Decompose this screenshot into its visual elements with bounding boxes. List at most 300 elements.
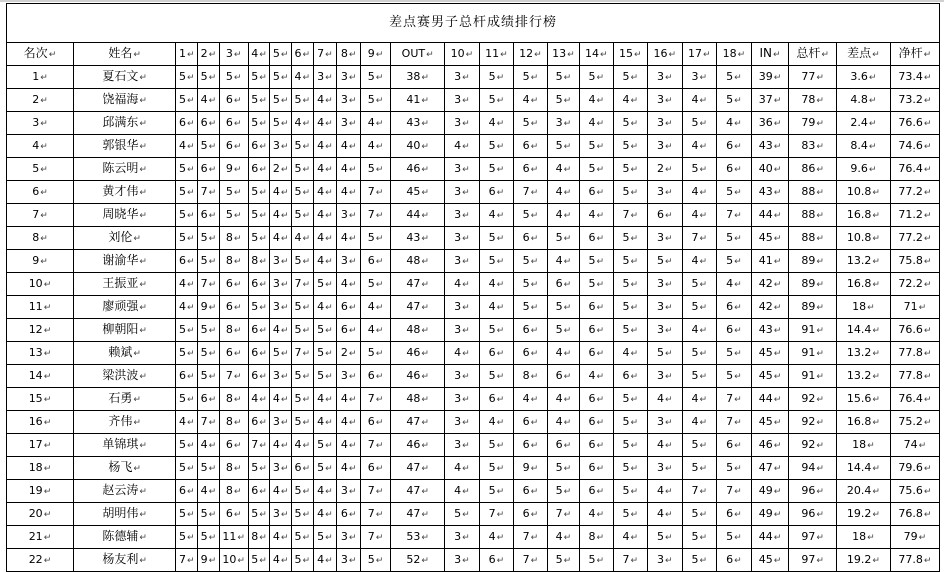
paragraph-mark: ↵ bbox=[462, 302, 470, 313]
paragraph-mark: ↵ bbox=[816, 164, 824, 175]
paragraph-mark: ↵ bbox=[280, 302, 289, 313]
score-cell bbox=[270, 342, 292, 365]
paragraph-mark: ↵ bbox=[734, 417, 742, 428]
score-cell-value: 2 bbox=[340, 345, 348, 359]
score-cell-value: 5 bbox=[691, 529, 699, 543]
handicap-cell-value: 13.2 bbox=[846, 253, 872, 267]
handicap-cell-value: 13.2 bbox=[846, 345, 872, 359]
paragraph-mark: ↵ bbox=[133, 234, 141, 244]
paragraph-mark: ↵ bbox=[43, 325, 52, 336]
paragraph-mark: ↵ bbox=[816, 371, 824, 382]
score-cell bbox=[360, 250, 390, 273]
column-header-value: 3 bbox=[225, 46, 233, 60]
paragraph-mark: ↵ bbox=[421, 256, 429, 267]
score-cell bbox=[291, 227, 313, 250]
score-cell-value: 4 bbox=[555, 391, 563, 405]
paragraph-mark: ↵ bbox=[872, 555, 880, 566]
out-total-cell bbox=[391, 181, 445, 204]
score-cell-value: 3 bbox=[657, 276, 665, 290]
paragraph-mark: ↵ bbox=[302, 417, 310, 428]
score-cell bbox=[682, 66, 717, 89]
score-cell-value: 4 bbox=[555, 207, 563, 221]
score-cell-value: 3 bbox=[555, 115, 563, 129]
score-cell-value: 6 bbox=[225, 138, 233, 152]
gross-total-cell bbox=[789, 135, 836, 158]
score-cell bbox=[717, 319, 752, 342]
score-cell bbox=[514, 342, 547, 365]
score-cell-value: 4 bbox=[340, 276, 348, 290]
paragraph-mark: ↵ bbox=[563, 72, 572, 83]
score-cell-value: 4 bbox=[317, 299, 325, 313]
paragraph-mark: ↵ bbox=[630, 325, 639, 336]
paragraph-mark: ↵ bbox=[734, 555, 742, 566]
score-cell-value: 5 bbox=[691, 115, 699, 129]
score-cell-value: 7 bbox=[200, 184, 208, 198]
paragraph-mark: ↵ bbox=[867, 440, 875, 451]
gross-total-cell bbox=[789, 342, 836, 365]
column-header bbox=[248, 43, 270, 66]
score-cell bbox=[291, 503, 313, 526]
paragraph-mark: ↵ bbox=[530, 325, 539, 336]
score-cell bbox=[291, 66, 313, 89]
score-cell-value: 8 bbox=[225, 230, 233, 244]
score-cell bbox=[291, 480, 313, 503]
paragraph-mark: ↵ bbox=[348, 256, 357, 267]
score-cell bbox=[291, 549, 313, 572]
paragraph-mark: ↵ bbox=[348, 164, 357, 175]
score-cell-value: 4 bbox=[657, 391, 665, 405]
gross-total-cell-value: 79 bbox=[801, 115, 816, 129]
paragraph-mark: ↵ bbox=[665, 95, 673, 106]
score-cell bbox=[291, 158, 313, 181]
paragraph-mark: ↵ bbox=[567, 49, 575, 60]
score-cell bbox=[613, 365, 648, 388]
in-total-cell-value: 43 bbox=[758, 184, 773, 198]
paragraph-mark: ↵ bbox=[208, 233, 217, 244]
paragraph-mark: ↵ bbox=[280, 486, 289, 497]
rank-cell-value: 12 bbox=[28, 322, 43, 336]
rank-cell-value: 11 bbox=[28, 299, 43, 313]
paragraph-mark: ↵ bbox=[630, 210, 639, 221]
score-cell-value: 5 bbox=[178, 161, 186, 175]
in-total-cell bbox=[751, 66, 789, 89]
paragraph-mark: ↵ bbox=[43, 371, 52, 382]
score-cell bbox=[580, 411, 613, 434]
score-cell bbox=[648, 457, 683, 480]
paragraph-mark: ↵ bbox=[918, 302, 927, 313]
paragraph-mark: ↵ bbox=[233, 118, 242, 129]
score-cell-value: 4 bbox=[294, 230, 302, 244]
player-name-cell-value: 赖斌 bbox=[108, 345, 133, 359]
score-cell-value: 5 bbox=[367, 552, 375, 566]
paragraph-mark: ↵ bbox=[302, 256, 310, 267]
score-cell bbox=[648, 89, 683, 112]
score-cell bbox=[313, 388, 337, 411]
paragraph-mark: ↵ bbox=[325, 279, 333, 290]
paragraph-mark: ↵ bbox=[375, 118, 384, 129]
score-cell bbox=[248, 319, 270, 342]
score-cell-value: 4 bbox=[294, 437, 302, 451]
score-cell bbox=[248, 388, 270, 411]
paragraph-mark: ↵ bbox=[734, 532, 742, 543]
score-cell bbox=[248, 181, 270, 204]
score-cell bbox=[270, 296, 292, 319]
paragraph-mark: ↵ bbox=[302, 279, 310, 290]
score-cell-value: 8 bbox=[225, 391, 233, 405]
paragraph-mark: ↵ bbox=[816, 348, 824, 359]
paragraph-mark: ↵ bbox=[421, 118, 429, 129]
score-cell bbox=[682, 112, 717, 135]
score-cell-value: 3 bbox=[454, 253, 462, 267]
score-cell bbox=[613, 66, 648, 89]
score-cell bbox=[337, 434, 361, 457]
paragraph-mark: ↵ bbox=[375, 532, 384, 543]
score-cell bbox=[648, 158, 683, 181]
score-cell-value: 5 bbox=[588, 69, 596, 83]
score-cell bbox=[360, 365, 390, 388]
handicap-cell bbox=[836, 66, 890, 89]
score-cell-value: 6 bbox=[251, 483, 259, 497]
player-name-cell bbox=[73, 342, 176, 365]
rank-cell bbox=[7, 480, 74, 503]
score-cell-value: 4 bbox=[691, 138, 699, 152]
rank-cell-value: 21 bbox=[28, 529, 43, 543]
score-cell-value: 5 bbox=[294, 184, 302, 198]
handicap-cell bbox=[836, 480, 890, 503]
score-cell bbox=[313, 319, 337, 342]
score-cell bbox=[613, 135, 648, 158]
score-cell bbox=[580, 135, 613, 158]
paragraph-mark: ↵ bbox=[630, 532, 639, 543]
score-cell bbox=[176, 480, 198, 503]
paragraph-mark: ↵ bbox=[563, 118, 572, 129]
paragraph-mark: ↵ bbox=[462, 210, 470, 221]
paragraph-mark: ↵ bbox=[186, 325, 195, 336]
net-score-cell bbox=[890, 457, 939, 480]
score-cell bbox=[514, 135, 547, 158]
paragraph-mark: ↵ bbox=[630, 279, 639, 290]
paragraph-mark: ↵ bbox=[563, 394, 572, 405]
paragraph-mark: ↵ bbox=[208, 371, 217, 382]
paragraph-mark: ↵ bbox=[868, 118, 877, 129]
paragraph-mark: ↵ bbox=[375, 348, 384, 359]
score-cell bbox=[613, 227, 648, 250]
score-cell-value: 6 bbox=[588, 230, 596, 244]
gross-total-cell-value: 94 bbox=[801, 460, 816, 474]
rank-cell-value: 18 bbox=[28, 460, 43, 474]
score-cell bbox=[270, 66, 292, 89]
score-cell-value: 3 bbox=[657, 414, 665, 428]
score-cell-value: 3 bbox=[340, 92, 348, 106]
paragraph-mark: ↵ bbox=[259, 49, 267, 60]
paragraph-mark: ↵ bbox=[872, 256, 880, 267]
paragraph-mark: ↵ bbox=[280, 118, 289, 129]
table-row bbox=[7, 411, 940, 434]
score-cell-value: 5 bbox=[488, 92, 496, 106]
out-total-cell bbox=[391, 227, 445, 250]
score-cell-value: 3 bbox=[454, 92, 462, 106]
paragraph-mark: ↵ bbox=[186, 141, 195, 152]
paragraph-mark: ↵ bbox=[563, 348, 572, 359]
score-cell bbox=[514, 273, 547, 296]
score-cell bbox=[479, 273, 514, 296]
paragraph-mark: ↵ bbox=[208, 210, 217, 221]
paragraph-mark: ↵ bbox=[259, 486, 267, 497]
score-cell bbox=[547, 434, 579, 457]
leaderboard-table bbox=[6, 3, 940, 572]
score-cell-value: 3 bbox=[657, 69, 665, 83]
handicap-cell-value: 9.6 bbox=[850, 161, 868, 175]
score-cell-value: 5 bbox=[657, 253, 665, 267]
out-total-cell-value: 52 bbox=[406, 552, 421, 566]
score-cell-value: 6 bbox=[251, 345, 259, 359]
score-cell bbox=[648, 434, 683, 457]
paragraph-mark: ↵ bbox=[139, 96, 147, 106]
score-cell-value: 5 bbox=[488, 460, 496, 474]
handicap-cell bbox=[836, 89, 890, 112]
paragraph-mark: ↵ bbox=[530, 210, 539, 221]
rank-cell-value: 1 bbox=[32, 69, 40, 83]
score-cell bbox=[445, 503, 480, 526]
score-cell bbox=[219, 135, 248, 158]
score-cell-value: 5 bbox=[555, 230, 563, 244]
score-cell bbox=[248, 411, 270, 434]
paragraph-mark: ↵ bbox=[186, 440, 195, 451]
score-cell bbox=[248, 250, 270, 273]
score-cell bbox=[682, 549, 717, 572]
score-cell-value: 4 bbox=[200, 92, 208, 106]
in-total-cell-value: 36 bbox=[758, 115, 773, 129]
score-cell bbox=[580, 457, 613, 480]
score-cell bbox=[360, 227, 390, 250]
score-cell bbox=[337, 296, 361, 319]
paragraph-mark: ↵ bbox=[923, 118, 932, 129]
score-cell-value: 4 bbox=[317, 483, 325, 497]
net-score-cell bbox=[890, 503, 939, 526]
score-cell-value: 3 bbox=[657, 368, 665, 382]
score-cell bbox=[248, 204, 270, 227]
score-cell bbox=[547, 457, 579, 480]
score-cell-value: 4 bbox=[178, 414, 186, 428]
score-cell-value: 3 bbox=[454, 69, 462, 83]
paragraph-mark: ↵ bbox=[630, 187, 639, 198]
score-cell-value: 3 bbox=[454, 414, 462, 428]
column-header-value: 12 bbox=[519, 46, 534, 60]
score-cell-value: 5 bbox=[225, 69, 233, 83]
score-cell-value: 5 bbox=[622, 322, 630, 336]
table-row bbox=[7, 319, 940, 342]
score-cell-value: 6 bbox=[726, 437, 734, 451]
paragraph-mark: ↵ bbox=[923, 325, 932, 336]
score-cell bbox=[547, 365, 579, 388]
gross-total-cell bbox=[789, 388, 836, 411]
score-cell bbox=[547, 273, 579, 296]
score-cell bbox=[547, 480, 579, 503]
paragraph-mark: ↵ bbox=[375, 256, 384, 267]
score-cell-value: 5 bbox=[691, 437, 699, 451]
paragraph-mark: ↵ bbox=[918, 440, 927, 451]
paragraph-mark: ↵ bbox=[302, 95, 310, 106]
out-total-cell-value: 38 bbox=[406, 69, 421, 83]
score-cell bbox=[648, 503, 683, 526]
player-name-cell-value: 黄才伟 bbox=[102, 184, 139, 198]
score-cell bbox=[445, 434, 480, 457]
score-cell-value: 4 bbox=[622, 92, 630, 106]
paragraph-mark: ↵ bbox=[816, 187, 824, 198]
score-cell bbox=[337, 457, 361, 480]
paragraph-mark: ↵ bbox=[816, 463, 824, 474]
paragraph-mark: ↵ bbox=[821, 50, 829, 60]
rank-cell bbox=[7, 503, 74, 526]
paragraph-mark: ↵ bbox=[325, 348, 333, 359]
score-cell bbox=[682, 296, 717, 319]
paragraph-mark: ↵ bbox=[462, 279, 470, 290]
paragraph-mark: ↵ bbox=[462, 256, 470, 267]
paragraph-mark: ↵ bbox=[530, 302, 539, 313]
score-cell bbox=[219, 89, 248, 112]
score-cell bbox=[445, 66, 480, 89]
score-cell-value: 6 bbox=[522, 437, 530, 451]
paragraph-mark: ↵ bbox=[237, 555, 245, 566]
score-cell bbox=[514, 319, 547, 342]
score-cell-value: 6 bbox=[488, 184, 496, 198]
paragraph-mark: ↵ bbox=[233, 509, 242, 520]
paragraph-mark: ↵ bbox=[325, 210, 333, 221]
score-cell-value: 3 bbox=[657, 322, 665, 336]
score-cell-value: 4 bbox=[454, 138, 462, 152]
paragraph-mark: ↵ bbox=[923, 371, 932, 382]
paragraph-mark: ↵ bbox=[630, 95, 639, 106]
score-cell-value: 8 bbox=[225, 460, 233, 474]
score-cell bbox=[580, 112, 613, 135]
score-cell-value: 5 bbox=[691, 552, 699, 566]
handicap-cell-value: 20.4 bbox=[846, 483, 872, 497]
paragraph-mark: ↵ bbox=[325, 486, 333, 497]
paragraph-mark: ↵ bbox=[280, 95, 289, 106]
paragraph-mark: ↵ bbox=[348, 95, 357, 106]
paragraph-mark: ↵ bbox=[630, 141, 639, 152]
score-cell bbox=[337, 388, 361, 411]
score-cell bbox=[198, 365, 220, 388]
score-cell bbox=[176, 296, 198, 319]
score-cell bbox=[176, 204, 198, 227]
in-total-cell-value: 37 bbox=[758, 92, 773, 106]
score-cell bbox=[176, 526, 198, 549]
paragraph-mark: ↵ bbox=[133, 464, 141, 474]
score-cell bbox=[198, 388, 220, 411]
score-cell bbox=[337, 89, 361, 112]
score-cell bbox=[717, 457, 752, 480]
player-name-cell-value: 饶福海 bbox=[102, 92, 139, 106]
paragraph-mark: ↵ bbox=[186, 164, 195, 175]
score-cell-value: 5 bbox=[200, 460, 208, 474]
score-cell bbox=[270, 181, 292, 204]
score-cell-value: 4 bbox=[340, 230, 348, 244]
score-cell bbox=[219, 365, 248, 388]
score-cell-value: 8 bbox=[225, 414, 233, 428]
score-cell-value: 3 bbox=[340, 207, 348, 221]
paragraph-mark: ↵ bbox=[302, 118, 310, 129]
score-cell bbox=[337, 319, 361, 342]
paragraph-mark: ↵ bbox=[773, 233, 782, 244]
paragraph-mark: ↵ bbox=[868, 72, 877, 83]
score-cell bbox=[176, 250, 198, 273]
score-cell bbox=[648, 66, 683, 89]
score-cell-value: 6 bbox=[251, 276, 259, 290]
score-cell-value: 7 bbox=[367, 529, 375, 543]
paragraph-mark: ↵ bbox=[43, 394, 52, 405]
score-cell bbox=[291, 526, 313, 549]
paragraph-mark: ↵ bbox=[421, 164, 429, 175]
paragraph-mark: ↵ bbox=[348, 371, 357, 382]
paragraph-mark: ↵ bbox=[630, 371, 639, 382]
score-cell bbox=[219, 526, 248, 549]
paragraph-mark: ↵ bbox=[302, 233, 310, 244]
score-cell-value: 5 bbox=[294, 253, 302, 267]
paragraph-mark: ↵ bbox=[43, 509, 52, 520]
score-cell-value: 4 bbox=[251, 391, 259, 405]
paragraph-mark: ↵ bbox=[773, 118, 782, 129]
paragraph-mark: ↵ bbox=[699, 509, 708, 520]
column-header-value: 名次 bbox=[23, 46, 48, 60]
column-header-value: OUT bbox=[401, 46, 426, 60]
score-cell-value: 7 bbox=[367, 483, 375, 497]
paragraph-mark: ↵ bbox=[665, 118, 673, 129]
paragraph-mark: ↵ bbox=[280, 348, 289, 359]
score-cell bbox=[445, 181, 480, 204]
score-cell bbox=[547, 342, 579, 365]
score-cell-value: 5 bbox=[272, 115, 280, 129]
paragraph-mark: ↵ bbox=[348, 210, 357, 221]
handicap-cell bbox=[836, 411, 890, 434]
net-score-cell bbox=[890, 411, 939, 434]
out-total-cell-value: 48 bbox=[406, 322, 421, 336]
score-cell bbox=[270, 89, 292, 112]
paragraph-mark: ↵ bbox=[563, 371, 572, 382]
handicap-cell-value: 18 bbox=[852, 299, 867, 313]
paragraph-mark: ↵ bbox=[596, 210, 605, 221]
paragraph-mark: ↵ bbox=[375, 233, 384, 244]
rank-cell-value: 10 bbox=[28, 276, 43, 290]
paragraph-mark: ↵ bbox=[40, 256, 48, 267]
score-cell bbox=[717, 342, 752, 365]
paragraph-mark: ↵ bbox=[563, 325, 572, 336]
paragraph-mark: ↵ bbox=[496, 141, 505, 152]
score-cell bbox=[547, 89, 579, 112]
score-cell-value: 5 bbox=[251, 460, 259, 474]
column-header bbox=[648, 43, 683, 66]
score-cell-value: 3 bbox=[454, 552, 462, 566]
table-row bbox=[7, 388, 940, 411]
score-cell-value: 4 bbox=[294, 115, 302, 129]
score-cell-value: 3 bbox=[657, 230, 665, 244]
score-cell bbox=[547, 503, 579, 526]
paragraph-mark: ↵ bbox=[233, 302, 242, 313]
score-cell bbox=[176, 342, 198, 365]
score-cell bbox=[514, 250, 547, 273]
score-cell bbox=[313, 480, 337, 503]
score-cell-value: 4 bbox=[726, 115, 734, 129]
score-cell bbox=[313, 365, 337, 388]
score-cell-value: 5 bbox=[367, 161, 375, 175]
score-cell-value: 3 bbox=[340, 483, 348, 497]
score-cell-value: 4 bbox=[622, 529, 630, 543]
score-cell-value: 4 bbox=[200, 483, 208, 497]
score-cell bbox=[248, 89, 270, 112]
in-total-cell-value: 43 bbox=[758, 322, 773, 336]
score-cell bbox=[648, 319, 683, 342]
out-total-cell bbox=[391, 250, 445, 273]
